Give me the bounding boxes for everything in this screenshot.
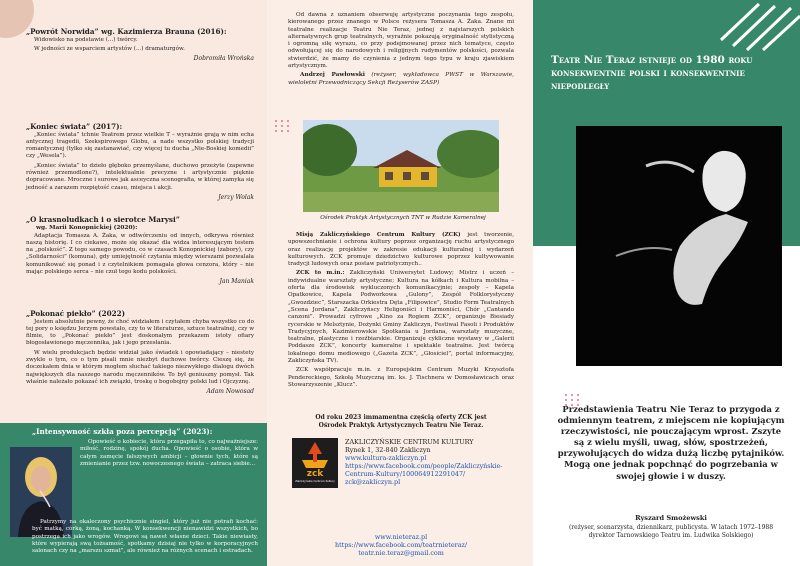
quote-author-role: (reżyser, scenarzysta, dziennikarz, publicysta. W latach 1972–1988 dyrektor Tarnowskiego Teatru im. Ludwika Solskiego) [568, 524, 774, 539]
review-norwid [26, 28, 254, 68]
zck-logo-sub: Zakliczyńskie Centrum Kultury [295, 480, 335, 483]
review-pokonac-pieklo [26, 310, 254, 402]
contact-address: Rynek 1, 32-840 Zakliczyn [345, 446, 431, 454]
photo-caption: Ośrodek Praktyk Artystycznych TNT w Rudzie Kameralnej [320, 215, 486, 221]
zck-cooperation: ZCK współpracuje m.in. z Europejskim Centrum Muzyki Krzysztofa Pendereckiego, Szkołą Muzyczną im. ks. J. Tischnera w Domosławicach oraz Stowarzyszenie „Klucz”. [288, 367, 514, 388]
mission-text: jest tworzenie, upowszechnianie i ochrona kultury poprzez organizację ruchu artystycznego oraz realizację projektów w zakresie edukacji kulturalnej i wydarzeń kulturowych. ZCK promuje dziedzictwo kulturowe poprzez kultywowanie tradycji ludowych oraz postaw patriotycznych.. [288, 232, 514, 268]
zck-text: Zakliczyński Uniwersytet Ludowy; Mistrz i uczeń – indywidualne warsztaty artystyczne; Kultura na kółkach i Kultura mobilna – oferta dla środowisk wykluczonych komunikacyjnie; zespoły – Kapela Opatkowice, Kapela Podworkowa „Gulony”, Zespół Folklorystyczny „Gwozdziec”, Starszacka Orkiestra Dęta „Filipowice”, Studio Form Teatralnych „Scena Jordana”, Zakliczyńscy Heligoniści i Harmoniści, Chór „Cantando canzoni”. Prowadzi cyfrowe „Kino za Rogiem ZCK”, organizuje Biesiady rycerskie w Melsztynie, Dożynki Gminy Zakliczyn, Festiwal Fasoli i Produktów Tradycyjnych, Kazimierowskie Spotkania u Jordana, warsztaty muzyczne, teatralne, plastyczne i rzeźbiarskie. Organizuje cykliczne wystawy w „Galerii Poddasze ZCK”, koncerty kameralne i spektakle teatralne. Jest twórcą lokalnego domu mediowego („Gazeta ZCK”, „Głosiciel”, portal informacyjny, Zakliczyńska TV). [288, 270, 514, 365]
column-teatr [533, 0, 800, 566]
review-intensywnosc-box [0, 423, 267, 566]
tnt-footer [303, 534, 499, 557]
review-signature: Jerzy Wolak [218, 193, 254, 201]
zck-mission [288, 232, 514, 391]
contact-link-website[interactable]: www.kultura-zakliczyn.pl [345, 454, 427, 462]
mission-lead: Misją Zakliczyńskiego Centrum Kultury (ZCK) [296, 232, 461, 238]
review-title: „Koniec świata” (2017): [26, 122, 123, 131]
actor-silhouette-photo [576, 126, 782, 366]
quote-text: Od dawna z uznaniem obserwuję artystyczne poczynania tego zespołu, kierowanego przez znanego w Polsce reżysera Tomasza A. Żaka. Znane mi teatralne realizacje Teatru Nie Teraz, jednej z najstarszych polskich alternatywnych grup teatralnych, wyraźnie pokazują oryginalność stylistyczną i ogromną siłę wyrazu, co przy podejmowanej przez nich tematyce, często odwołującej się do narodowych i religijnych rudymentów polskości, pozwala stwierdzić, że mamy do czynienia z jednym tego typu w kraju zjawiskiem artystycznym. [288, 12, 514, 70]
zck-lead: ZCK to m.in.: [296, 270, 345, 277]
review-signature: Jan Maniak [219, 278, 254, 286]
footer-email[interactable]: teatr.nie.teraz@gmail.com [358, 548, 444, 557]
zck-logo-text: zck [306, 469, 324, 479]
quote-author: Andrzej Pawłowski [300, 72, 365, 79]
review-koniec-swiata [26, 123, 254, 207]
contact-link-facebook[interactable]: https://www.facebook.com/people/Zakliczyńskie-Centrum-Kultury/100064912291047/ [345, 462, 503, 478]
decor-stripes [711, 0, 800, 52]
review-signature: Adam Nowosad [206, 388, 254, 396]
review-text: Patrzymy na okaleczony psychicznie singiel, który już nie potrafi kochać: być matką, córką, żoną, kochanką. W konsekwencji nienawidzi wszystkich, bo postrzega ich jako wrogów. Wrogowi są nawet własne dzieci. Takie niewiasty, które wypierają swą tożsamość, spotkamy dzisiaj nie tylko w korporacyjnych salonach czy na „marszu szmat”, ale również na różnych scenach i estradach. [32, 519, 258, 555]
review-krasnoludki [26, 216, 254, 292]
column-reviews [0, 0, 267, 566]
column-zck [267, 0, 533, 566]
review-text: Opowieść o kobiecie, która przegapiła to, co najważniejsze: miłość, rodzinę, spokój ducha. Opowieść o osobie, która w całym zamęcie fałszywych ambicji – głownie tych, które są zmienianie przez tzw. nowoczesnego świata – zatraca siebie... [80, 439, 258, 467]
review-title: „Pokonać piekło” (2022) [26, 309, 125, 318]
review-text: „Koniec świata” tchnie Teatrem przez wielkie T – wyrażnie grają w nim echa antycznej tragedii, Szekspirowego Globu, a nade wszystko polskiej tradycji romantycznej (tylko się zastanawiać, czy więcej tu ducha „Nie-Boskiej komedii” czy „Wesela”). [26, 131, 254, 160]
review-text: Adaptacja Tomasza A. Żaka, w odtwórczeniu od innych, odkrywa również naszą historię. I co ciekawe, może się okazać dla widza interesującym testem na „polskość”. Z tego samego powodu, co w czasach Konopnickiej (zabory), czy „Solidarności” (komuna), gdy umiejętność czytania między wierszami pozwalała komunikować się ponad i z czytelnikiem pomagała głowa cenzora, który – nie mając polskiego serca – nie czuł tego kodu polskości. [26, 232, 254, 276]
review-text: Widowisko na podstawie (...) twórcy. [34, 36, 138, 43]
zck-contact [345, 438, 525, 486]
zck-logo [292, 438, 338, 488]
review-signature: Dobromiła Wrońska [193, 55, 254, 63]
banner-heading: Teatr Nie Teraz istnieje od 1980 roku konsekwentnie polski i konsekwentnie niepodległy [551, 54, 753, 92]
review-text: „Koniec świata” to dzieło głęboko przemyślane, duchowo przeżyte (zapewne również przemodlone?), intelektualnie precyzne i artystycznie pięknie dopracowane. Mroczne i surowe jak asceyczna scenografia, w której zamyka się jedność a zarazem rozpiętość czasu, miejsca i akcji. [26, 162, 254, 191]
footer-link-facebook[interactable]: https://www.facebook.com/teatrnieteraz/ [334, 540, 468, 549]
review-title: „O krasnoludkach i o sierotce Marysi” [26, 215, 180, 224]
review-text: Jestem absolutnie pewny, że choć widziałem i czytałem chyba wszystko co do tej pory o księdzu Jerzym powstało, czy to w literaturze, sztuce teatralnej, czy w filmie, to „Pokonać piekło” jest doskonałym przekazem istoty ofiary błogosławionego męczennika, jak i jego przesłania. [26, 318, 254, 347]
quote-author-line [288, 72, 514, 87]
review-subtitle: wg. Marii Konopnickiej (2020): [36, 224, 138, 231]
pawlowski-quote [288, 12, 514, 89]
decor-dots [275, 120, 290, 132]
footer-link-website[interactable]: www.nieteraz.pl [374, 533, 428, 541]
zck-since: Od roku 2023 immamentna częścią oferty ZCK jest Ośrodek Praktyk Artystycznych Teatru Nie Teraz. [315, 414, 487, 429]
contact-email[interactable]: zck@zakliczyn.pl [345, 478, 401, 486]
zck-logo-icon [292, 438, 338, 472]
quote-author: Ryszard Smożewski [635, 514, 707, 522]
quote-author-role: (reżyser, wykładowca PWST w Warszawie, wieloletni Przewodniczący Sekcji Reżyserów ZASP) [288, 72, 514, 86]
review-text: W wielu produkcjach będzie widział jako świadek i opowiadający – niestety zwykle o tym, co o tym pisali mnie niezbyt duchowe twórcy. Cieszę się, że doczekałem dnia w którym mogłem słuchać takiego niezwykłego dialogu dwóch największych dla naszego narodu męczenników. To był geniuszny pomysł. Tak właśnie należało pokazać ich związki, troskę o bogobojny polski lud i Ojczyznę. [26, 349, 254, 385]
review-text-block [32, 519, 258, 557]
smozewski-quote: Przedstawienia Teatru Nie Teraz to przygoda z odmiennym teatrem, z miejscem nie kopiującym rzeczywistości, nie pouczającym wprost. Zszyte są z wielu myśli, uwag, słów, spostrzeżeń, przywołujących do widza dużą liczbę pytajników. Mogą one jednak popchnąć do pogrzebania w swojej głowie i w duszy. [557, 404, 785, 481]
review-text: W jedności ze wsparciem artystów (...) dramaturgów. [34, 45, 185, 52]
review-title: „Intensywność szkła poza percepcją” (2023): [32, 427, 213, 436]
review-text-block [80, 439, 258, 470]
review-title: „Powrót Norwida” wg. Kazimierza Brauna (2016): [26, 27, 227, 36]
contact-name: ZAKLICZYŃSKIE CENTRUM KULTURY [345, 438, 474, 446]
center-photo [303, 120, 499, 212]
